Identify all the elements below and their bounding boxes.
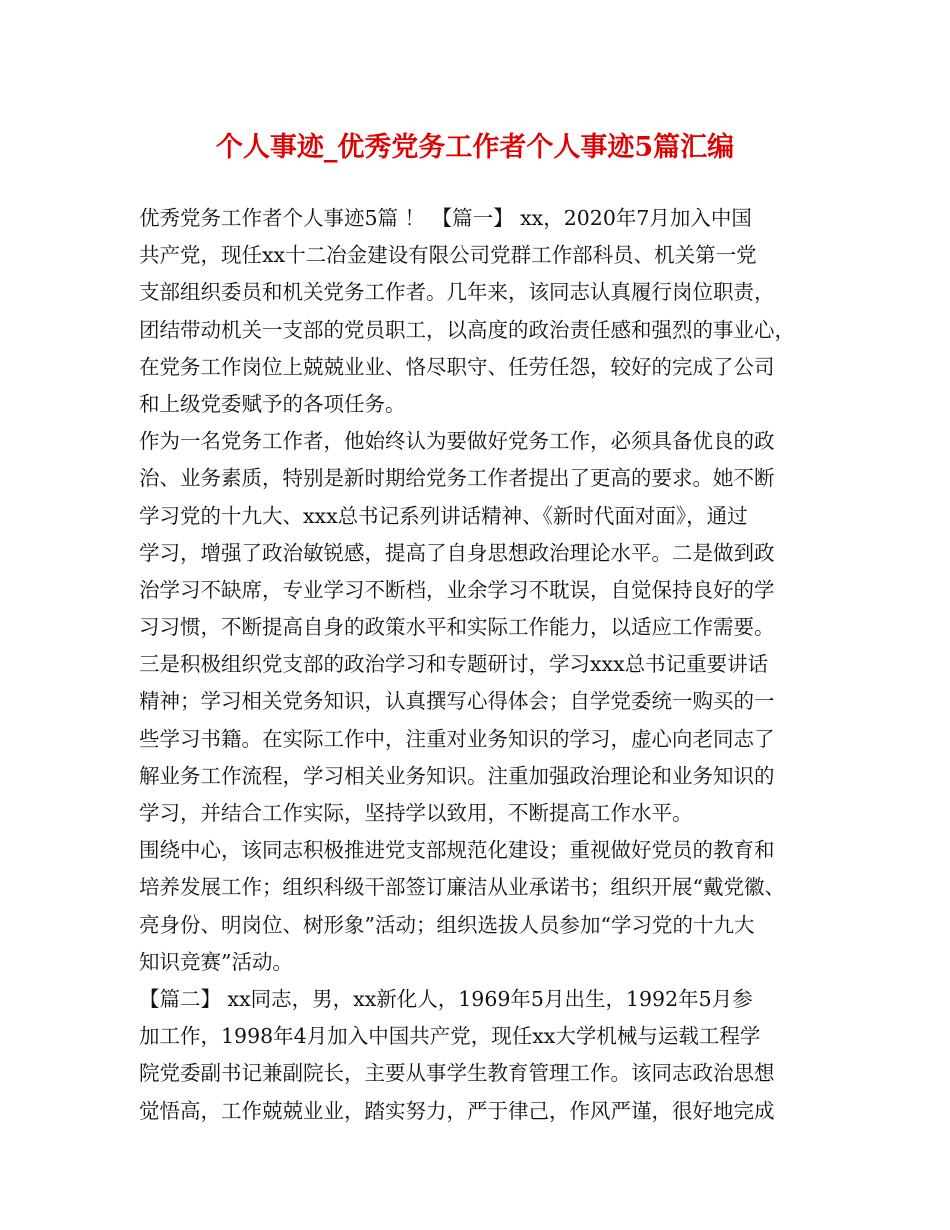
text-line: 作为一名党务工作者，他始终认为要做好党务工作，必须具备优良的政 <box>139 429 775 454</box>
text-line: 培养发展工作；组织科级干部签订廉洁从业承诺书；组织开展“戴党徽、 <box>139 875 785 900</box>
text-line: 解业务工作流程，学习相关业务知识。注重加强政治理论和业务知识的 <box>139 763 775 788</box>
text-line: 觉悟高，工作兢兢业业，踏实努力，严于律己，作风严谨，很好地完成 <box>139 1098 775 1123</box>
text-line: 围绕中心，该同志积极推进党支部规范化建设；重视做好党员的教育和 <box>139 838 775 863</box>
text-line: 精神；学习相关党务知识，认真撰写心得体会；自学党委统一购买的一 <box>139 689 775 714</box>
text-line: 院党委副书记兼副院长，主要从事学生教育管理工作。该同志政治思想 <box>139 1061 775 1086</box>
text-line: 些学习书籍。在实际工作中，注重对业务知识的学习，虚心向老同志了 <box>139 726 775 751</box>
text-line: 习习惯，不断提高自身的政策水平和实际工作能力，以适应工作需要。 <box>139 615 775 640</box>
text-line: 共产党，现任xx十二冶金建设有限公司党群工作部科员、机关第一党 <box>139 243 757 268</box>
text-line: 治、业务素质，特别是新时期给党务工作者提出了更高的要求。她不断 <box>139 466 775 491</box>
text-line: 学习，并结合工作实际，坚持学以致用，不断提高工作水平。 <box>139 801 693 825</box>
text-line: 和上级党委赋予的各项任务。 <box>139 391 406 416</box>
text-line: 三是积极组织党支部的政治学习和专题研讨，学习xxx总书记重要讲话 <box>139 652 769 677</box>
text-line: 学习党的十九大、xxx总书记系列讲话精神、《新时代面对面》，通过 <box>139 503 748 528</box>
text-line: 治学习不缺席，专业学习不断档，业余学习不耽误，自觉保持良好的学 <box>139 577 775 602</box>
text-line: 学习，增强了政治敏锐感，提高了自身思想政治理论水平。二是做到政 <box>139 540 775 565</box>
text-line: 知识竞赛”活动。 <box>139 949 293 974</box>
text-line: 优秀党务工作者个人事迹5篇 ！ 【篇一】 xx，2020年7月加入中国 <box>139 206 752 230</box>
document-title: 个人事迹_优秀党务工作者个人事迹5篇汇编 <box>215 132 735 163</box>
document-body <box>139 200 819 1130</box>
text-line: 支部组织委员和机关党务工作者。几年来，该同志认真履行岗位职责， <box>139 280 775 305</box>
text-line: 团结带动机关一支部的党员职工，以高度的政治责任感和强烈的事业心， <box>139 317 795 342</box>
text-line: 加工作，1998年4月加入中国共产党，现任xx大学机械与运载工程学 <box>139 1024 761 1049</box>
text-line: 【篇二】 xx同志，男，xx新化人，1969年5月出生，1992年5月参 <box>139 986 753 1011</box>
text-line: 在党务工作岗位上兢兢业业、恪尽职守、任劳任怨，较好的完成了公司 <box>139 354 775 379</box>
text-line: 亮身份、明岗位、树形象”活动；组织选拔人员参加“学习党的十九大 <box>139 912 755 937</box>
